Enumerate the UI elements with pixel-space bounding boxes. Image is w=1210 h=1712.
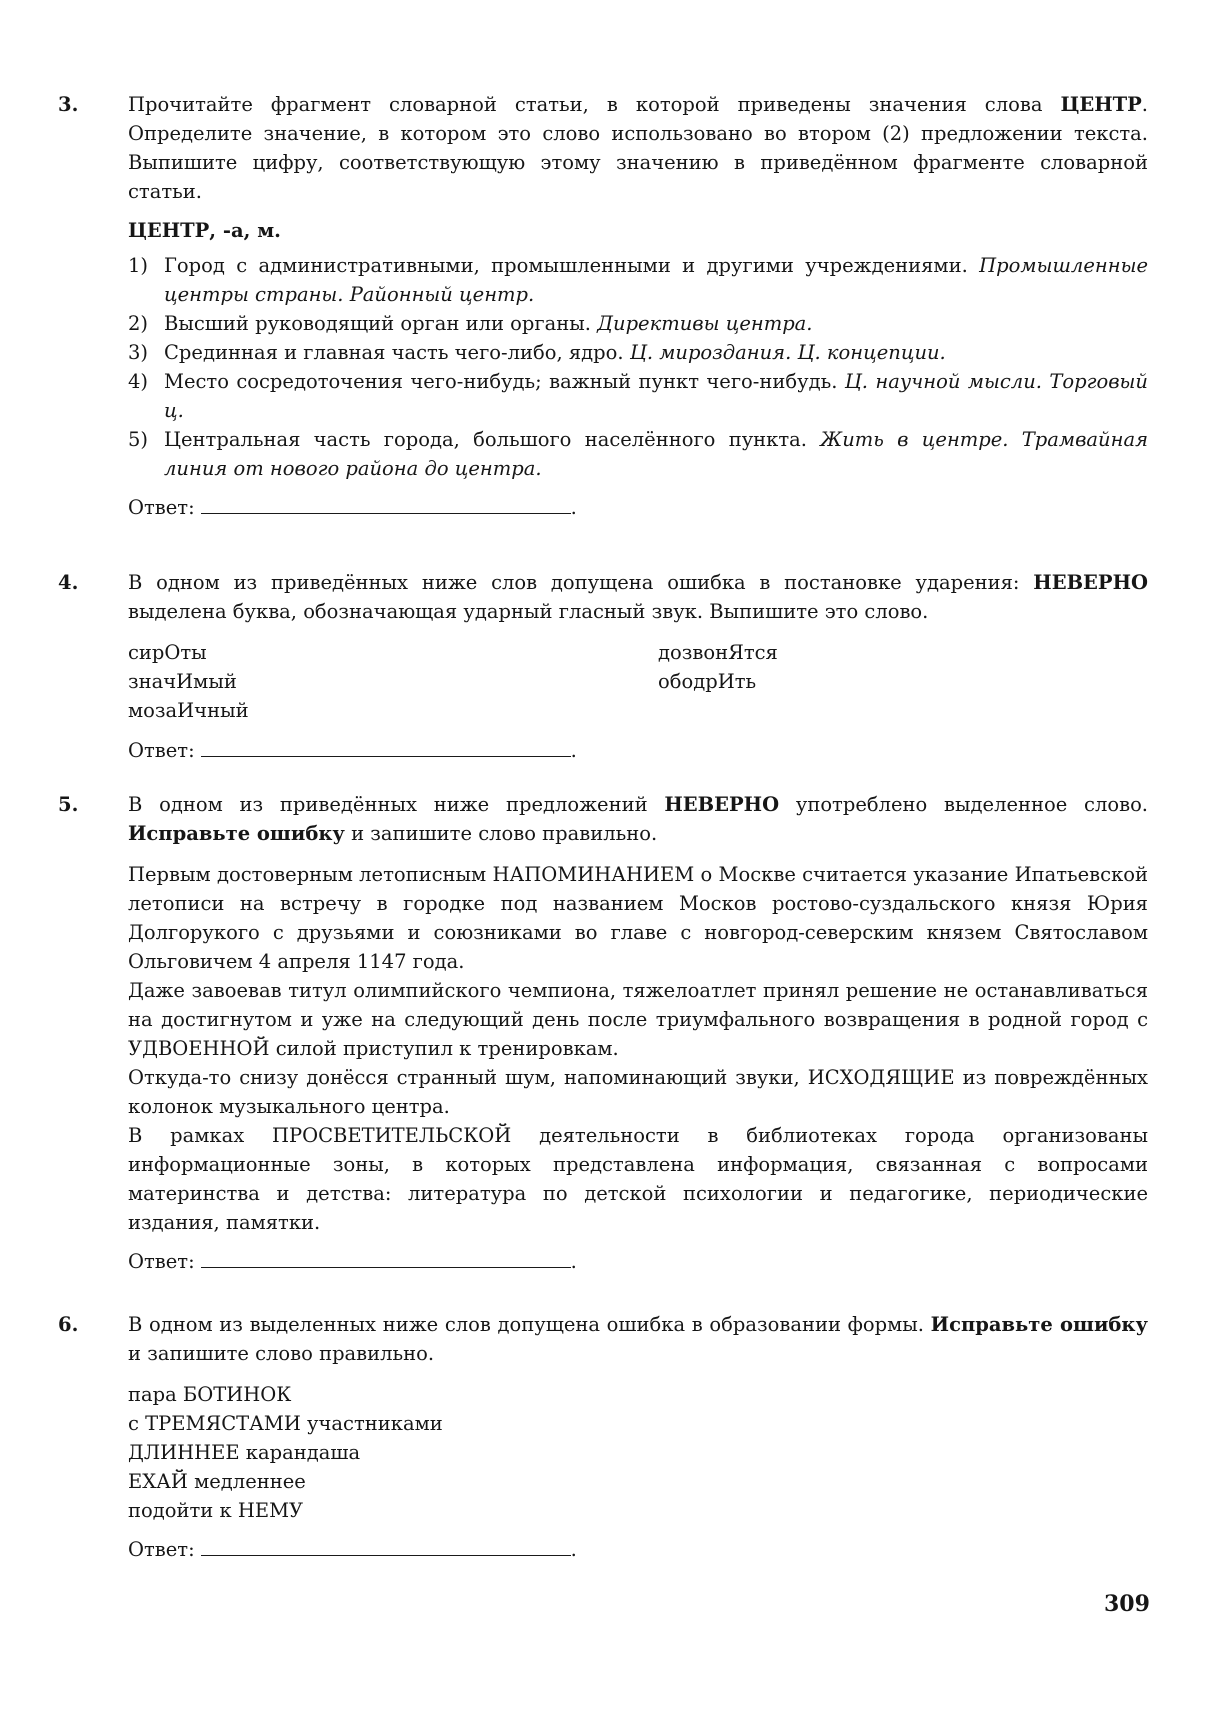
- word-option: значИмый: [128, 670, 237, 693]
- sentence: Первым достоверным летописным НАПОМИНАНИЕМ о Москве считается указание Ипатьевской летописи на встречу в городке под названием Москов ростово-суздальского князя Юрия Долгорукого с друзьями и союзниками во главе с новгород-северским князем Святославом Ольговичем 4 апреля 1147 года.: [128, 863, 1148, 973]
- task-body: [128, 790, 1148, 1276]
- task-number: 6.: [58, 1313, 79, 1336]
- form-item: ЕХАЙ медленнее: [128, 1470, 306, 1493]
- answer-label: Ответ:: [128, 739, 195, 762]
- word-option: мозаИчный: [128, 699, 249, 722]
- task-prompt: В одном из приведённых ниже предложений НЕВЕРНО употреблено выделенное слово. Исправьте ошибку и запишите слово правильно.: [128, 793, 1149, 845]
- form-item: с ТРЕМЯСТАМИ участниками: [128, 1412, 443, 1435]
- task-prompt: Прочитайте фрагмент словарной статьи, в которой приведены значения слова ЦЕНТР. Определите значение, в котором это слово использовано во втором (2) предложении текста. Выпишите цифру, соответствующую этому значению в приведённом фрагменте словарной статьи.: [128, 93, 1148, 203]
- words-left: [128, 638, 249, 725]
- answer-row: Ответ: .: [128, 1535, 1148, 1564]
- task-number: 4.: [58, 571, 79, 594]
- answer-row: Ответ: .: [128, 1247, 1148, 1276]
- task-prompt: В одном из приведённых ниже слов допущена ошибка в постановке ударения: НЕВЕРНО выделена буква, обозначающая ударный гласный звук. Выпишите это слово.: [128, 571, 1148, 623]
- meanings-list: [128, 251, 1148, 483]
- sentence: Даже завоевав титул олимпийского чемпиона, тяжелоатлет принял решение не останавливаться на достигнутом и уже на следующий день после триумфального возвращения в родной город с УДВОЕННОЙ силой приступил к тренировкам.: [128, 979, 1148, 1060]
- meaning-item: 1) Город с административными, промышленными и другими учреждениями. Промышленные центры страны. Районный центр.: [128, 254, 1148, 306]
- form-item: подойти к НЕМУ: [128, 1499, 304, 1522]
- answer-field[interactable]: [201, 493, 571, 514]
- word-columns: [128, 638, 1148, 726]
- page-number: 309: [1104, 1591, 1150, 1617]
- form-item: пара БОТИНОК: [128, 1383, 292, 1406]
- task-prompt: В одном из выделенных ниже слов допущена ошибка в образовании формы. Исправьте ошибку и запишите слово правильно.: [128, 1313, 1148, 1365]
- word-option: дозвонЯтся: [658, 641, 778, 664]
- meaning-item: 5) Центральная часть города, большого населённого пункта. Жить в центре. Трамвайная линия от нового района до центра.: [128, 428, 1148, 480]
- sentence: В рамках ПРОСВЕТИТЕЛЬСКОЙ деятельности в библиотеках города организованы информационные зоны, в которых представлена информация, связанная с вопросами материнства и детства: литература по детской психологии и педагогике, периодические издания, памятки.: [128, 1124, 1148, 1234]
- meaning-item: 2) Высший руководящий орган или органы. Директивы центра.: [128, 312, 813, 335]
- word-option: ободрИть: [658, 670, 757, 693]
- answer-field[interactable]: [201, 1535, 571, 1556]
- task-body: [128, 90, 1148, 522]
- sentence-list: [128, 860, 1148, 1237]
- forms-list: [128, 1380, 1148, 1525]
- task-body: [128, 568, 1148, 765]
- meaning-item: 3) Срединная и главная часть чего-либо, ядро. Ц. мироздания. Ц. концепции.: [128, 341, 946, 364]
- dictionary-entry-head: ЦЕНТР, -а, м.: [128, 219, 281, 242]
- form-item: ДЛИННЕЕ карандаша: [128, 1441, 361, 1464]
- answer-field[interactable]: [201, 1247, 571, 1268]
- answer-row: Ответ: .: [128, 493, 1148, 522]
- word-option: сирОты: [128, 641, 207, 664]
- answer-row: Ответ: .: [128, 736, 1148, 765]
- meaning-item: 4) Место сосредоточения чего-нибудь; важный пункт чего-нибудь. Ц. научной мысли. Торговый ц.: [128, 370, 1148, 422]
- keyword: ЦЕНТР: [1060, 93, 1142, 116]
- task-body: [128, 1310, 1148, 1564]
- words-right: [658, 638, 778, 696]
- task-number: 3.: [58, 93, 79, 116]
- sentence: Откуда-то снизу донёсся странный шум, напоминающий звуки, ИСХОДЯЩИЕ из повреждённых колонок музыкального центра.: [128, 1066, 1148, 1118]
- task-number: 5.: [58, 793, 79, 816]
- answer-label: Ответ:: [128, 1250, 195, 1273]
- answer-label: Ответ:: [128, 496, 195, 519]
- answer-label: Ответ:: [128, 1538, 195, 1561]
- answer-field[interactable]: [201, 736, 571, 757]
